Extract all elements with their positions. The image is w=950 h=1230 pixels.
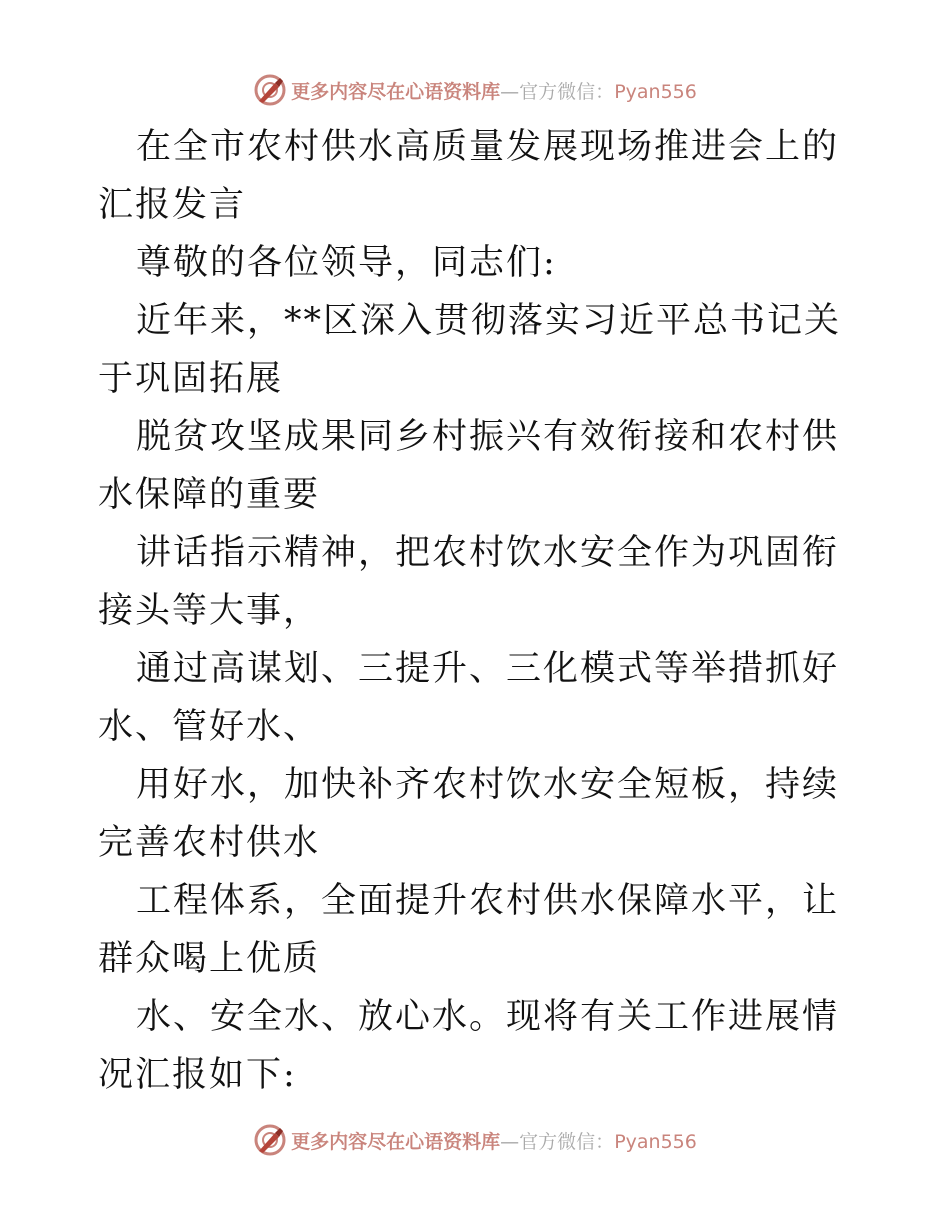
paragraph-3: 脱贫攻坚成果同乡村振兴有效衔接和农村供水保障的重要 [98,417,840,515]
pen-logo-icon [253,1123,287,1157]
pen-logo-icon [253,73,287,107]
watermark-text [291,77,697,104]
paragraph-2: 近年来，**区深入贯彻落实习近平总书记关于巩固拓展 [98,301,842,399]
watermark-separator: —官方微信： [500,1130,615,1153]
paragraph-6: 用好水，加快补齐农村饮水安全短板，持续完善农村供水 [98,765,840,863]
paragraph-4: 讲话指示精神，把农村饮水安全作为巩固衔接头等大事， [98,533,840,631]
paragraph-7: 工程体系，全面提升农村供水保障水平，让群众喝上优质 [98,881,840,979]
watermark-brand: 更多内容尽在心语资料库 [291,80,501,103]
paragraph-5: 通过高谋划、三提升、三化模式等举措抓好水、管好水、 [98,649,840,747]
watermark-header [0,70,950,110]
document-title: 在全市农村供水高质量发展现场推进会上的汇报发言 [98,127,840,225]
paragraph-1: 尊敬的各位领导，同志们: [136,243,557,283]
watermark-footer [0,1120,950,1160]
watermark-wechat-id: Pyan556 [614,1130,697,1153]
watermark-wechat-id: Pyan556 [614,80,697,103]
document-body [98,118,858,1104]
paragraph-8: 水、安全水、放心水。现将有关工作进展情况汇报如下: [98,997,840,1095]
watermark-text [291,1127,697,1154]
watermark-separator: —官方微信： [500,80,615,103]
watermark-brand: 更多内容尽在心语资料库 [291,1130,501,1153]
